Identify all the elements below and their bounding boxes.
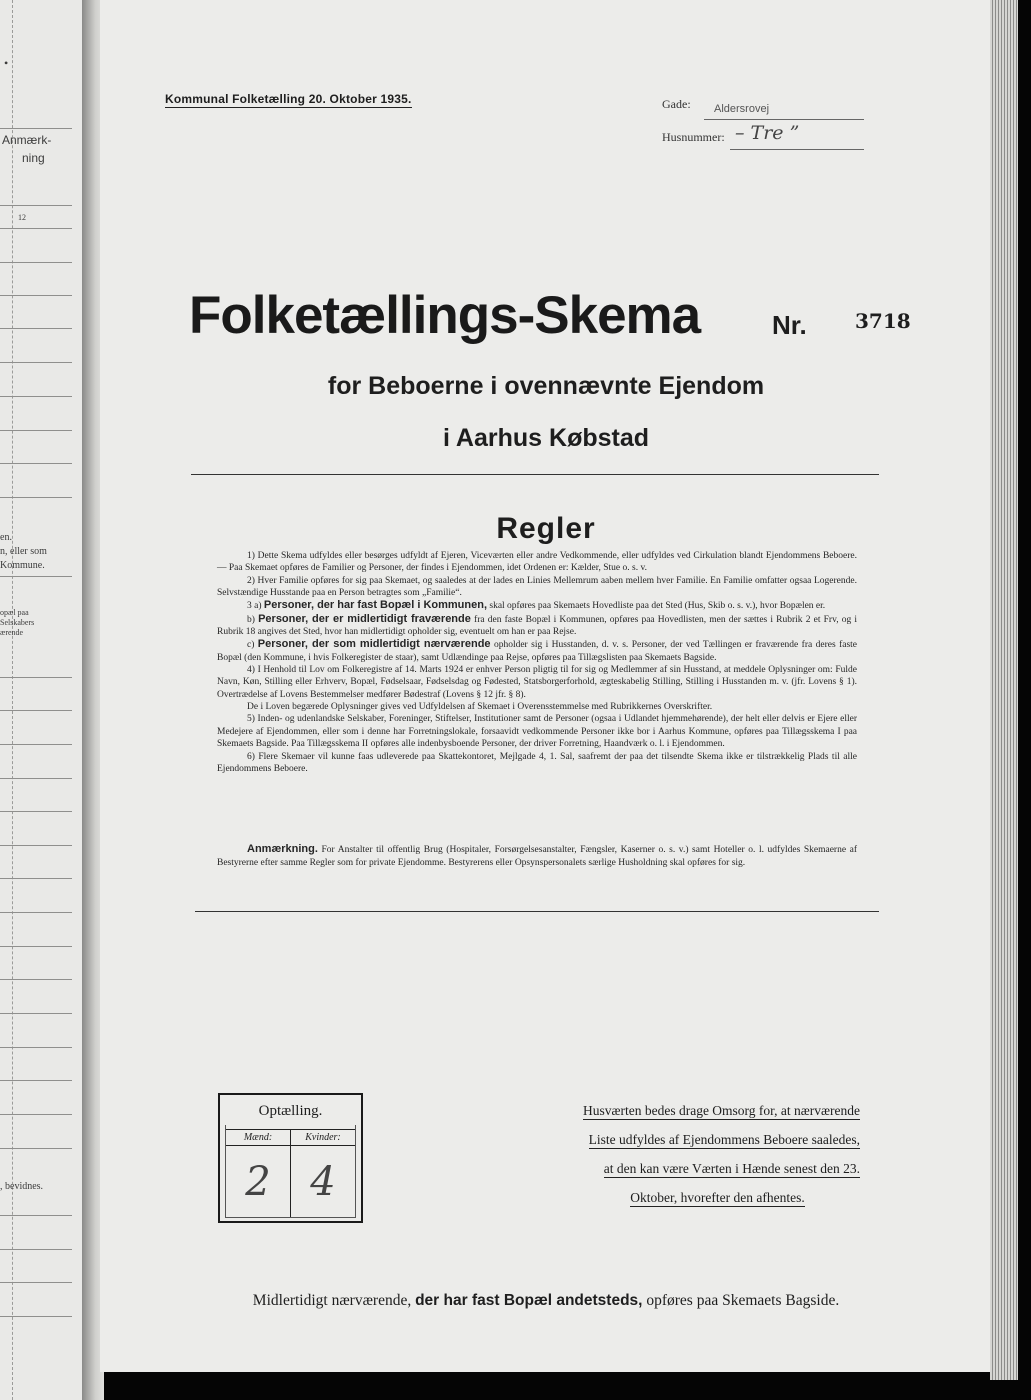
instruction-line: Husværten bedes drage Omsorg for, at nærværende bbox=[582, 1103, 860, 1118]
form-number-label: Nr. bbox=[772, 310, 807, 340]
note-label: Anmærkning. bbox=[247, 843, 318, 855]
note-paragraph bbox=[217, 843, 857, 869]
husnummer-label: Husnummer: bbox=[662, 130, 725, 144]
rule-paragraph: 5) Inden- og udenlandske Selskaber, Foreninger, Stiftelser, Institutioner samt de Personer (ogsaa i Udlandet hjemmehørende), der helt eller delvis er Ejere eller Medejere af Ejendommen, eller som i denne har Forretningslokale, forsaavidt vedkommende Personer ikke bor i Aarhus Kommune, opføres paa Tillægsskema I paa Skemaets Bagside. Paa Tillægsskema II opføres alle indenbysboende Personer, der driver Forretning, Haandværk o. l. i Ejendommen. bbox=[217, 714, 857, 750]
left-page-fragment: en. bbox=[0, 532, 12, 543]
left-page-fragment: , bevidnes. bbox=[0, 1181, 44, 1192]
header-title: Kommunal Folketælling 20. Oktober 1935. bbox=[165, 92, 412, 106]
rule-emphasis: Personer, der som midlertidigt nærværende bbox=[257, 638, 491, 651]
rule-paragraph: 6) Flere Skemaer vil kunne faas udleverede paa Skattekontoret, Mejlgade 4, 1. Sal, saafremt der paa det tilsendte Skema ikke er tilstrækkelig Plads til alle Ejendommens Beboere. bbox=[217, 751, 857, 774]
form-title: Folketællings-Skema bbox=[189, 286, 701, 345]
divider bbox=[191, 474, 879, 475]
rule-paragraph: 1) Dette Skema udfyldes eller besørges udfyldt af Ejeren, Viceværten eller andre Vedkommende, eller udfyldes ved Cirkulation blandt Ejendommens Beboere. — Paa Skemaet opføres de Familier og Personer, der findes i Ejendommen, idet Ordenen er: Kælder, Stue o. s. v. bbox=[217, 551, 857, 574]
left-facing-page bbox=[0, 0, 84, 1400]
rules-heading: Regler bbox=[496, 512, 596, 545]
left-page-anm-1: Anmærk- bbox=[2, 133, 52, 147]
count-box bbox=[218, 1093, 363, 1223]
left-page-fragment: Kommune. bbox=[0, 560, 45, 571]
form-subtitle: for Beboerne i ovennævnte Ejendom bbox=[327, 372, 765, 400]
gade-value: Aldersrovej bbox=[714, 103, 770, 115]
left-page-fragment: ærende bbox=[0, 628, 24, 637]
women-label: Kvinder: bbox=[305, 1132, 341, 1143]
instruction-line: Liste udfyldes af Ejendommens Beboere saaledes, bbox=[588, 1132, 860, 1147]
left-page-anm-2: ning bbox=[22, 151, 45, 165]
divider bbox=[195, 911, 879, 912]
census-form-page bbox=[100, 0, 992, 1372]
rule-paragraph: 4) I Henhold til Lov om Folkeregistre af 14. Marts 1924 er enhver Person pligtig til for sig og Medlemmer af sin Husstand, at meddele Oplysninger om: Fulde Navn, Køn, Stilling eller Erhverv, Bopæl, Fødselsaar, Fødselsdag og Fødested, Statsborgerforhold, ægteskabelig Stilling, Stilling i Husstanden m. v. (jfr. Lovens § 1). Overtrædelse af Lovens Bestemmelser medfører Bødestraf (Lovens § 12 jfr. § 8). bbox=[217, 665, 857, 700]
left-page-fragment: n, eller som bbox=[0, 546, 47, 557]
count-title: Optælling. bbox=[258, 1103, 323, 1119]
left-page-fragment: opæl paa bbox=[0, 608, 29, 617]
rule-paragraph: De i Loven begærede Oplysninger gives ved Udfyldelsen af Skemaet i Overensstemmelse med Rubrikkernes Overskrifter. bbox=[247, 702, 713, 713]
rule-emphasis: Personer, der har fast Bopæl i Kommunen, bbox=[263, 599, 487, 612]
form-subtitle-city: i Aarhus Købstad bbox=[442, 424, 650, 452]
husnummer-value: – Tre ” bbox=[735, 122, 800, 144]
footer-note: Midlertidigt nærværende, der har fast Bopæl andetsteds, opføres paa Skemaets Bagside. bbox=[252, 1292, 840, 1309]
rule-emphasis: Personer, der er midlertidigt fraværende bbox=[258, 612, 471, 625]
men-label: Mænd: bbox=[243, 1132, 273, 1143]
rule-paragraph: c) Personer, der som midlertidigt nærværende opholder sig i Husstanden, d. v. s. Personer, der ved Tællingen er fraværende fra deres faste Bopæl (den Kommune, i hvis Folkeregister de staar), samt Udlændinge paa Rejse, opføres paa Tillægslisten paa Skemaets Bagside. bbox=[217, 638, 858, 663]
instruction-line: Oktober, hvorefter den afhentes. bbox=[630, 1190, 805, 1205]
note-text: For Anstalter til offentlig Brug (Hospitaler, Forsørgelsesanstalter, Fængsler, Kaserner o. s. v.) samt Hoteller o. l. udfyldes Skemaerne af Bestyrerne efter samme Regler som for private Ejendomme. Bestyrerens eller Opsynspersonalets særlige Husholdning skal opføres for sig. bbox=[217, 845, 858, 868]
women-count: 4 bbox=[310, 1159, 336, 1205]
instruction-line: at den kan være Værten i Hænde senest den 23. bbox=[603, 1161, 860, 1176]
rule-paragraph: 2) Hver Familie opføres for sig paa Skemaet, og saaledes at der lades en Linies Mellemrum aaben mellem hver Familie. En Familie omfatter ogsaa Logerende. Selvstændige Husstande paa en Person betragtes som „Familie“. bbox=[217, 575, 857, 599]
left-page-col-number: 12 bbox=[18, 213, 26, 222]
form-number: 3718 bbox=[855, 309, 911, 333]
gade-label: Gade: bbox=[662, 97, 691, 111]
rule-paragraph: b) Personer, der er midlertidigt fraværende fra den faste Bopæl i Kommunen, opføres paa Hovedlisten, men der sættes i Rubrik 2 et Frv, og i Rubrik 18 angives det Sted, hvor han midlertidigt opholder sig, eventuelt om han er paa Rejse. bbox=[217, 612, 858, 638]
page-edges bbox=[990, 0, 1018, 1380]
left-page-mark: • bbox=[4, 56, 9, 70]
footer-emphasis: der har fast Bopæl andetsteds, bbox=[415, 1292, 643, 1309]
left-page-fragment: Selskabers bbox=[0, 618, 35, 627]
landlord-instructions bbox=[515, 1096, 860, 1212]
men-count: 2 bbox=[245, 1159, 271, 1205]
rules-text bbox=[217, 550, 857, 775]
rule-paragraph: 3 a) Personer, der har fast Bopæl i Kommunen, skal opføres paa Skemaets Hovedliste paa det Sted (Hus, Skib o. s. v.), hvor Bopælen er. bbox=[247, 599, 826, 612]
